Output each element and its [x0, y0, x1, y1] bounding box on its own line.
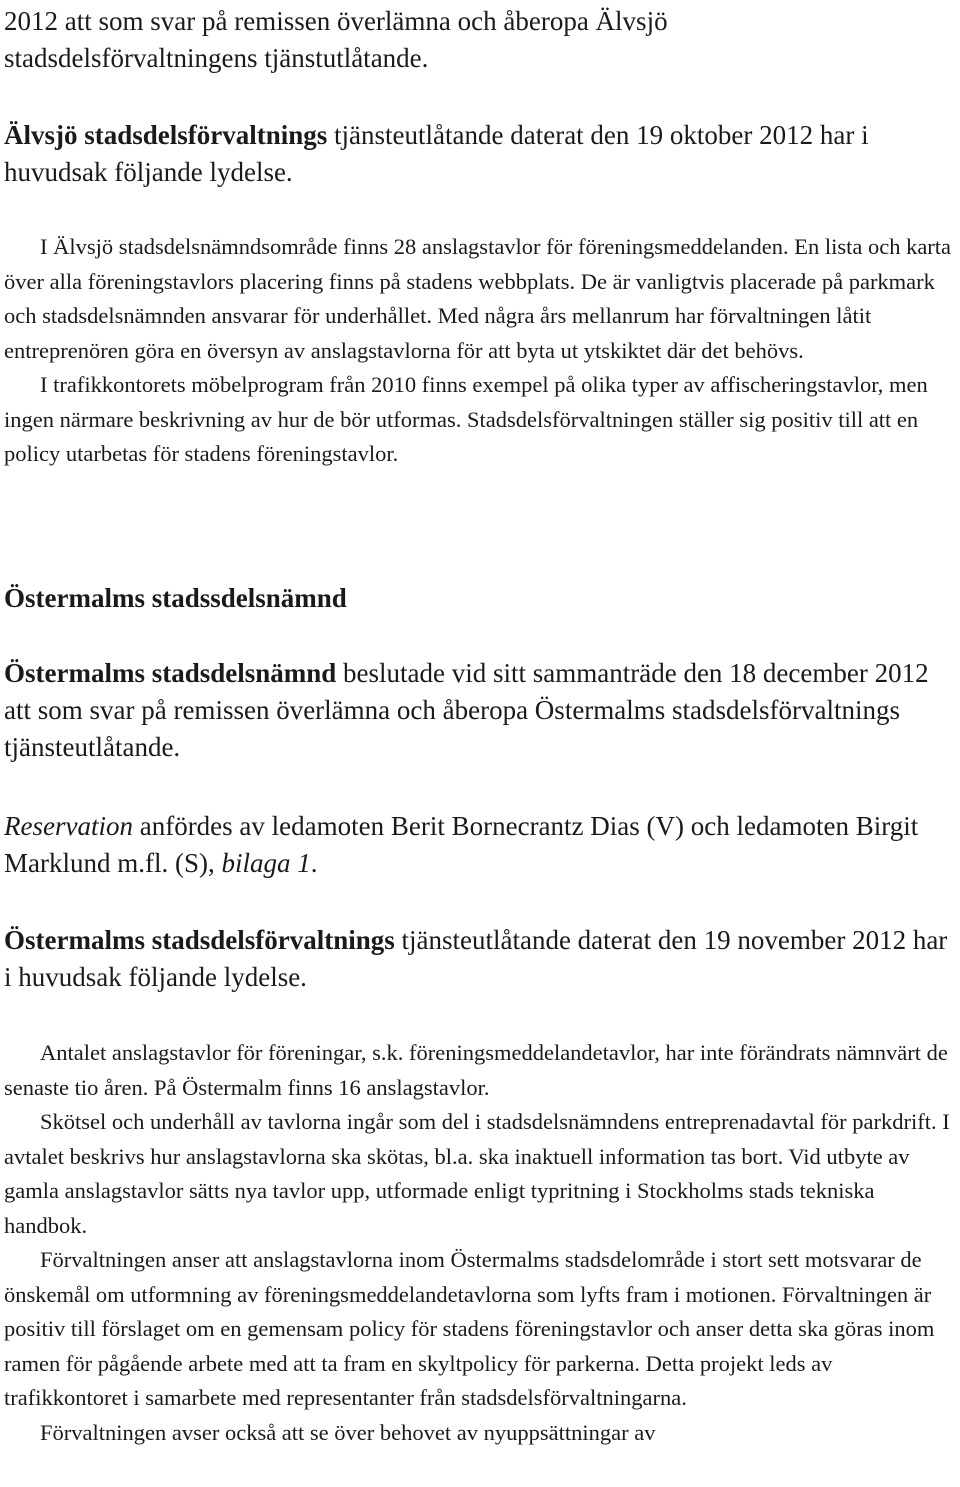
continuation-line-2: stadsdelsförvaltningens tjänstutlåtande. — [4, 43, 429, 73]
ostermalm-decision-text: beslutade vid sitt sammanträde den 18 december 2012 att som svar på remissen överlämna och åberopa Östermalms stadsdelsförvaltnings tjänsteutlåtande. — [4, 658, 929, 762]
ostermalm-decision-paragraph — [4, 655, 956, 766]
alvsjo-intro-paragraph — [4, 117, 956, 191]
ostermalm-quote-paragraph-3: Förvaltningen anser att anslagstavlorna inom Östermalms stadsdelområde i stort sett motsvarar de önskemål om utformning av föreningsmeddelandetavlorna som lyfts fram i motionen. Förvaltningen är positiv till förslaget om en gemensam policy för stadens föreningstavlor och anser detta ska göras inom ramen för pågående arbete med att ta fram en skyltpolicy för parkerna. Detta projekt leds av trafikkontoret i samarbete med representanter från stadsdelsförvaltningarna. — [4, 1247, 935, 1410]
ostermalm-quote-paragraph-1: Antalet anslagstavlor för föreningar, s.k. föreningsmeddelandetavlor, har inte förändrats nämnvärt de senaste tio åren. På Östermalm finns 16 anslagstavlor. — [4, 1040, 948, 1100]
alvsjo-continuation-paragraph — [4, 3, 956, 77]
alvsjo-quote — [4, 230, 956, 472]
alvsjo-quote-paragraph-2: I trafikkontorets möbelprogram från 2010 finns exempel på olika typer av affischeringstavlor, men ingen närmare beskrivning av hur de bör utformas. Stadsdelsförvaltningen ställer sig positiv till att en policy utarbetas för stadens föreningstavlor. — [4, 372, 928, 466]
attachment-reference: bilaga 1 — [221, 848, 311, 878]
alvsjo-administration-name: Älvsjö stadsdelsförvaltnings — [4, 120, 328, 150]
section-heading-ostermalm: Östermalms stadssdelsnämnd — [4, 583, 347, 613]
ostermalm-quote-paragraph-2: Skötsel och underhåll av tavlorna ingår som del i stadsdelsnämndens entreprenadavtal för parkdrift. I avtalet beskrivs hur anslagstavlorna ska skötas, bl.a. ska inaktuell information tas bort. Vid utbyte av gamla anslagstavlor sätts nya tavlor upp, utformade enligt typritning i Stockholms stads tekniska handbok. — [4, 1109, 950, 1238]
ostermalm-administration-name: Östermalms stadsdelsförvaltnings — [4, 925, 395, 955]
alvsjo-quote-paragraph-1: I Älvsjö stadsdelsnämndsområde finns 28 anslagstavlor för föreningsmeddelanden. En lista och karta över alla föreningstavlors placering finns på stadens webbplats. De är vanligtvis placerade på parkmark och stadsdelsnämnden ansvarar för underhållet. Med några års mellanrum har förvaltningen låtit entreprenören göra en översyn av anslagstavlorna för att byta ut ytskiktet där det behövs. — [4, 234, 952, 363]
ostermalm-quote-paragraph-4: Förvaltningen avser också att se över behovet av nyuppsättningar av — [40, 1419, 656, 1445]
ostermalm-intro-paragraph — [4, 922, 956, 996]
alvsjo-intro-text: tjänsteutlåtande daterat den 19 oktober 2012 har i huvudsak följande lydelse. — [4, 120, 869, 187]
ostermalm-reservation-paragraph — [4, 808, 956, 882]
reservation-text: anfördes av ledamoten Berit Bornecrantz Dias (V) och ledamoten Birgit Marklund m.fl. (S), — [4, 811, 919, 878]
continuation-line-1: 2012 att som svar på remissen överlämna och åberopa Älvsjö — [4, 6, 668, 36]
ostermalm-board-name: Östermalms stadsdelsnämnd — [4, 658, 337, 688]
ostermalm-intro-text: tjänsteutlåtande daterat den 19 november 2012 har i huvudsak följande lydelse. — [4, 925, 948, 992]
ostermalm-quote — [4, 1036, 956, 1450]
reservation-end: . — [310, 848, 318, 878]
reservation-label: Reservation — [4, 811, 133, 841]
